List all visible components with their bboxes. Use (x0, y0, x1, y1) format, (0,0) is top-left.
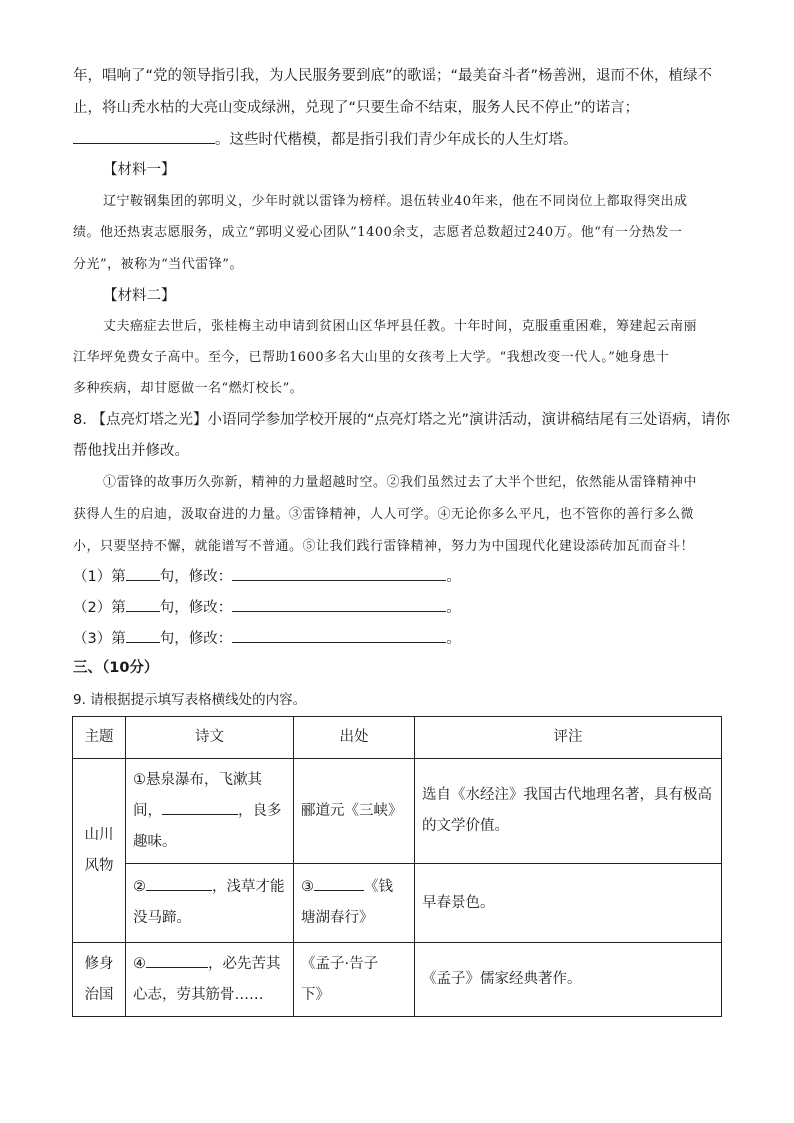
answer-3-end: 。 (446, 631, 461, 647)
source-cell (294, 864, 415, 943)
header-theme: 主题 (73, 717, 126, 759)
poem-text (133, 949, 286, 980)
question-9: 9. 请根据提示填写表格横线处的内容。 (73, 692, 307, 708)
source-text (301, 872, 407, 903)
theme-cell (73, 759, 126, 943)
poem-text: 没马蹄。 (133, 910, 191, 926)
correction-blank[interactable] (232, 597, 446, 612)
poem-text (133, 796, 286, 827)
poem-text-part: ② (133, 879, 146, 895)
source-text: 塘湖春行》 (301, 910, 374, 926)
material-one-line-1: 辽宁鞍钢集团的郭明义，少年时就以雷锋为榜样。退伍转业40年来，他在不同岗位上都取得突出成 (103, 194, 688, 209)
material-two-line-2: 江华坪免费女子高中。至今，已帮助1600多名大山里的女孩考上大学。“我想改变一代人。”她身患十 (73, 350, 670, 365)
poem-text-part: 间， (133, 802, 162, 819)
sentence-number-blank[interactable] (126, 628, 160, 643)
poem-text: 心志，劳其筋骨…… (133, 986, 264, 1003)
answer-blank[interactable] (73, 129, 215, 144)
note-text: 的文学价值。 (422, 818, 509, 834)
note-text: 选自《水经注》我国古代地理名著，具有极高 (422, 787, 712, 803)
header-note: 评注 (415, 717, 722, 759)
theme-text: 山川 (84, 826, 114, 843)
poem-cell (126, 759, 294, 864)
intro-line-2: 止，将山秃水枯的大亮山变成绿洲，兑现了“只要生命不结束，服务人民不停止”的诺言； (73, 100, 640, 116)
source-cell (294, 943, 415, 1017)
source-text: 《孟子·告子 (301, 955, 379, 972)
poem-cell (126, 943, 294, 1017)
speech-line-1: ①雷锋的故事历久弥新，精神的力量超越时空。②我们虽然过去了大半个世纪，依然能从雷锋精神中 (103, 475, 698, 490)
answer-blank[interactable] (314, 876, 364, 891)
header-poem: 诗文 (126, 717, 294, 759)
intro-line-3 (73, 129, 578, 150)
poem-text: 趣味。 (133, 833, 177, 850)
theme-cell (73, 943, 126, 1017)
material-two-line-1: 丈夫癌症去世后，张桂梅主动申请到贫困山区华坪县任教。十年时间，克服重重困难，筹建起云南丽 (103, 319, 698, 334)
answer-blank[interactable] (162, 800, 238, 815)
material-two-line-3: 多种疾病，却甘愿做一名“燃灯校长”。 (73, 381, 304, 396)
note-cell: 早春景色。 (415, 864, 722, 943)
poem-table (72, 716, 722, 1017)
answer-blank[interactable] (146, 953, 208, 968)
theme-text: 修身 (84, 955, 114, 972)
answer-2-end: 。 (446, 600, 461, 616)
poem-text-part: ④ (133, 955, 146, 972)
source-text: 下》 (301, 986, 330, 1003)
speech-line-2: 获得人生的启迪，汲取奋进的力量。③雷锋精神，人人可学。④无论你多么平凡，也不管你的善行多么微 (73, 507, 695, 522)
answer-1-mid: 句，修改： (159, 569, 233, 585)
table-row (73, 864, 722, 943)
question-8-line-1: 8. 【点亮灯塔之光】小语同学参加学校开展的“点亮灯塔之光”演讲活动，演讲稿结尾有三处语病，请你 (73, 412, 730, 428)
table-row (73, 759, 722, 864)
source-text-part: ③ (301, 879, 314, 895)
poem-text-part: ，浅草才能 (212, 879, 285, 895)
answer-blank[interactable] (146, 876, 212, 891)
note-cell (415, 759, 722, 864)
section-three-title: 三、（10分） (73, 660, 159, 676)
header-source: 出处 (294, 717, 415, 759)
answer-2-prefix: （2）第 (73, 600, 126, 616)
answer-row-3 (73, 628, 461, 649)
answer-row-2 (73, 597, 461, 618)
answer-1-prefix: （1）第 (73, 569, 126, 585)
table-header-row (73, 717, 722, 759)
poem-text-part: ，必先苦其 (208, 955, 281, 972)
theme-text: 风物 (84, 857, 114, 874)
question-8-line-2: 帮他找出并修改。 (73, 443, 189, 459)
source-cell: 郦道元《三峡》 (294, 759, 415, 864)
material-two-title: 【材料二】 (103, 288, 176, 304)
poem-text (133, 872, 286, 903)
material-one-title: 【材料一】 (103, 162, 176, 178)
answer-row-1 (73, 566, 461, 587)
theme-text: 治国 (84, 986, 114, 1003)
material-one-line-2: 绩。他还热衷志愿服务，成立“郭明义爱心团队”1400余支，志愿者总数超过240万。他“有一分热发一 (73, 225, 683, 240)
sentence-number-blank[interactable] (126, 597, 160, 612)
speech-line-3: 小，只要坚持不懈，就能谱写不普通。⑤让我们践行雷锋精神，努力为中国现代化建设添砖加瓦而奋斗！ (73, 539, 695, 554)
poem-text-part: ，良多 (238, 802, 282, 819)
correction-blank[interactable] (232, 566, 446, 581)
sentence-number-blank[interactable] (126, 566, 160, 581)
material-one-line-3: 分光”，被称为“当代雷锋”。 (73, 257, 243, 272)
correction-blank[interactable] (232, 628, 446, 643)
answer-2-mid: 句，修改： (159, 600, 233, 616)
intro-line-3-text: 。这些时代楷模，都是指引我们青少年成长的人生灯塔。 (215, 132, 578, 148)
intro-line-1: 年，唱响了“党的领导指引我，为人民服务要到底”的歌谣；“最美奋斗者”杨善洲，退而不休，植绿不 (73, 68, 713, 84)
note-cell: 《孟子》儒家经典著作。 (415, 943, 722, 1017)
answer-3-mid: 句，修改： (159, 631, 233, 647)
source-text-part: 《钱 (364, 879, 393, 895)
poem-cell (126, 864, 294, 943)
answer-3-prefix: （3）第 (73, 631, 126, 647)
answer-1-end: 。 (446, 569, 461, 585)
poem-text: ①悬泉瀑布，飞漱其 (133, 771, 262, 788)
table-row (73, 943, 722, 1017)
